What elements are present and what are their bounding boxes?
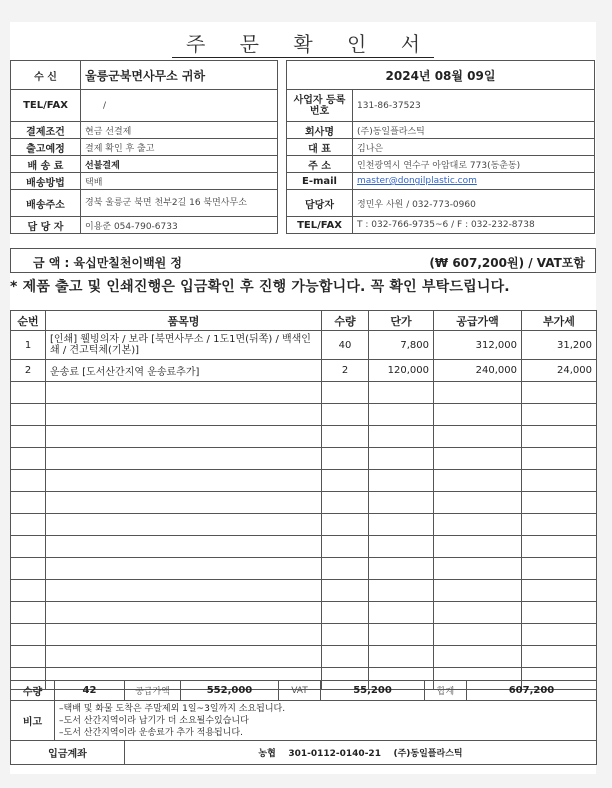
company-label: 회사명: [287, 122, 353, 139]
amount-value: (₩ 607,200원) / VAT포함: [429, 256, 585, 270]
empty-table-row: [11, 602, 597, 624]
ship-method-value: 택배: [81, 173, 278, 190]
payment-label: 결제조건: [11, 122, 81, 139]
empty-cell: [434, 404, 522, 426]
row-supply: 240,000: [434, 360, 522, 382]
empty-table-row: [11, 580, 597, 602]
empty-cell: [369, 492, 434, 514]
empty-cell: [522, 646, 597, 668]
sum-qty: 42: [55, 681, 125, 701]
empty-cell: [369, 580, 434, 602]
empty-cell: [522, 470, 597, 492]
empty-table-row: [11, 514, 597, 536]
empty-cell: [369, 514, 434, 536]
empty-cell: [46, 602, 322, 624]
tel-label: TEL/FAX: [11, 90, 81, 122]
empty-cell: [369, 624, 434, 646]
empty-cell: [434, 558, 522, 580]
row-supply: 312,000: [434, 331, 522, 360]
empty-cell: [11, 558, 46, 580]
biz-no-label: 사업자 등록번호: [287, 90, 353, 122]
remark-line: –도서 산간지역이라 납기가 더 소요될수있습니다: [59, 715, 249, 726]
empty-cell: [522, 382, 597, 404]
biz-no-value: 131-86-37523: [353, 90, 595, 122]
sum-vat-label: VAT: [279, 681, 321, 701]
sum-vat: 55,200: [321, 681, 425, 701]
empty-cell: [369, 448, 434, 470]
empty-table-row: [11, 492, 597, 514]
empty-cell: [322, 558, 369, 580]
address-value: 인천광역시 연수구 아암대로 773(동춘동): [353, 156, 595, 173]
address-value: 경북 울릉군 북면 천부2길 16 북면사무소: [81, 190, 278, 217]
row-name: [인쇄] 웰빙의자 / 보라 [북면사무소 / 1도1면(뒤쪽) / 백색인쇄 / 견고턱체(기본)]: [46, 331, 322, 360]
table-row: [11, 360, 597, 382]
row-no: 1: [11, 331, 46, 360]
empty-cell: [522, 624, 597, 646]
table-row: [11, 331, 597, 360]
row-vat: 24,000: [522, 360, 597, 382]
empty-table-row: [11, 558, 597, 580]
empty-cell: [322, 492, 369, 514]
col-price: 단가: [369, 311, 434, 331]
empty-cell: [522, 536, 597, 558]
empty-cell: [11, 470, 46, 492]
amount-label: 금 액 : 육십만칠천이백원 정: [33, 256, 183, 270]
empty-cell: [522, 580, 597, 602]
empty-cell: [46, 492, 322, 514]
empty-cell: [322, 426, 369, 448]
empty-cell: [522, 492, 597, 514]
row-name: 운송료 [도서산간지역 운송료추가]: [46, 360, 322, 382]
sum-total: 607,200: [467, 681, 597, 701]
empty-cell: [322, 536, 369, 558]
empty-cell: [11, 580, 46, 602]
empty-cell: [46, 382, 322, 404]
empty-cell: [369, 382, 434, 404]
empty-table-row: [11, 624, 597, 646]
supplier-info-table: [286, 60, 595, 234]
empty-cell: [434, 624, 522, 646]
recipient-info-table: [10, 60, 278, 234]
empty-table-row: [11, 426, 597, 448]
empty-cell: [46, 558, 322, 580]
empty-cell: [46, 426, 322, 448]
empty-cell: [46, 514, 322, 536]
empty-cell: [11, 624, 46, 646]
empty-cell: [369, 536, 434, 558]
empty-cell: [11, 646, 46, 668]
row-price: 7,800: [369, 331, 434, 360]
ceo-value: 김나은: [353, 139, 595, 156]
empty-table-row: [11, 382, 597, 404]
empty-cell: [434, 580, 522, 602]
empty-cell: [11, 536, 46, 558]
contact-value: 정민우 사원 / 032-773-0960: [353, 190, 595, 217]
empty-cell: [434, 492, 522, 514]
empty-cell: [522, 558, 597, 580]
empty-cell: [11, 514, 46, 536]
empty-table-row: [11, 536, 597, 558]
ship-method-label: 배송방법: [11, 173, 81, 190]
empty-cell: [11, 602, 46, 624]
company-value: (주)동일플라스틱: [353, 122, 595, 139]
row-qty: 2: [322, 360, 369, 382]
empty-cell: [46, 448, 322, 470]
row-qty: 40: [322, 331, 369, 360]
empty-cell: [46, 646, 322, 668]
col-name: 품목명: [46, 311, 322, 331]
remarks: [55, 701, 597, 741]
empty-cell: [46, 580, 322, 602]
telfax-value: T : 032-766-9735~6 / F : 032-232-8738: [353, 217, 595, 234]
empty-cell: [522, 404, 597, 426]
sum-total-label: 합계: [425, 681, 467, 701]
empty-table-row: [11, 404, 597, 426]
empty-cell: [322, 470, 369, 492]
empty-cell: [369, 558, 434, 580]
sum-supply: 552,000: [181, 681, 279, 701]
remark-line: –도서 산간지역이라 운송료가 추가 적용됩니다.: [59, 727, 243, 738]
empty-cell: [522, 426, 597, 448]
empty-cell: [522, 514, 597, 536]
email-link[interactable]: master@dongilplastic.com: [357, 176, 477, 186]
sum-supply-label: 공급가액: [125, 681, 181, 701]
empty-table-row: [11, 448, 597, 470]
recipient-value: 울릉군북면사무소 귀하: [81, 61, 278, 90]
order-confirmation-document: [10, 22, 596, 774]
col-vat: 부가세: [522, 311, 597, 331]
empty-cell: [369, 426, 434, 448]
remarks-label: 비고: [11, 701, 55, 741]
empty-cell: [434, 602, 522, 624]
tel-value: /: [81, 90, 278, 122]
delivery-fee-label: 배 송 료: [11, 156, 81, 173]
empty-cell: [369, 602, 434, 624]
contact-label: 담당자: [287, 190, 353, 217]
empty-cell: [322, 624, 369, 646]
empty-cell: [434, 382, 522, 404]
account-label: 입금계좌: [11, 741, 125, 765]
empty-cell: [11, 404, 46, 426]
address-label: 배송주소: [11, 190, 81, 217]
summary-table: [10, 680, 597, 765]
ship-plan-value: 결제 확인 후 출고: [81, 139, 278, 156]
manager-value: 이용준 054-790-6733: [81, 217, 278, 234]
empty-cell: [322, 602, 369, 624]
empty-cell: [46, 470, 322, 492]
empty-cell: [46, 404, 322, 426]
empty-cell: [11, 382, 46, 404]
empty-cell: [434, 448, 522, 470]
sum-qty-label: 수량: [11, 681, 55, 701]
empty-cell: [322, 646, 369, 668]
payment-value: 현금 선결제: [81, 122, 278, 139]
empty-cell: [11, 426, 46, 448]
empty-cell: [522, 448, 597, 470]
col-no: 순번: [11, 311, 46, 331]
empty-cell: [46, 624, 322, 646]
account-value: 농협 301-0112-0140-21 (주)동일플라스틱: [125, 741, 597, 765]
address-label: 주 소: [287, 156, 353, 173]
empty-table-row: [11, 470, 597, 492]
items-header-row: [11, 311, 597, 331]
row-price: 120,000: [369, 360, 434, 382]
empty-cell: [322, 404, 369, 426]
empty-cell: [434, 470, 522, 492]
email-label: E-mail: [287, 173, 353, 190]
empty-cell: [434, 514, 522, 536]
empty-cell: [434, 426, 522, 448]
empty-cell: [11, 448, 46, 470]
recipient-label: 수 신: [11, 61, 81, 90]
empty-cell: [522, 602, 597, 624]
empty-cell: [369, 404, 434, 426]
empty-cell: [322, 382, 369, 404]
empty-cell: [322, 580, 369, 602]
empty-cell: [322, 448, 369, 470]
items-table: [10, 310, 597, 690]
empty-cell: [434, 646, 522, 668]
empty-cell: [369, 470, 434, 492]
ceo-label: 대 표: [287, 139, 353, 156]
empty-cell: [322, 514, 369, 536]
col-qty: 수량: [322, 311, 369, 331]
notice-text: * 제품 출고 및 인쇄진행은 입금확인 후 진행 가능합니다. 꼭 확인 부탁드립니다.: [10, 279, 510, 295]
empty-table-row: [11, 646, 597, 668]
ship-plan-label: 출고예정: [11, 139, 81, 156]
empty-cell: [369, 646, 434, 668]
empty-cell: [46, 536, 322, 558]
amount-box: [10, 248, 596, 273]
col-supply: 공급가액: [434, 311, 522, 331]
remark-line: –택배 및 화물 도착은 주말제외 1일~3일까지 소요됩니다.: [59, 703, 286, 714]
empty-cell: [11, 492, 46, 514]
manager-label: 담 당 자: [11, 217, 81, 234]
order-date: 2024년 08월 09일: [287, 61, 595, 90]
empty-cell: [434, 536, 522, 558]
telfax-label: TEL/FAX: [287, 217, 353, 234]
row-no: 2: [11, 360, 46, 382]
delivery-fee-value: 선불결제: [81, 156, 278, 173]
row-vat: 31,200: [522, 331, 597, 360]
document-title: 주 문 확 인 서: [10, 28, 596, 57]
